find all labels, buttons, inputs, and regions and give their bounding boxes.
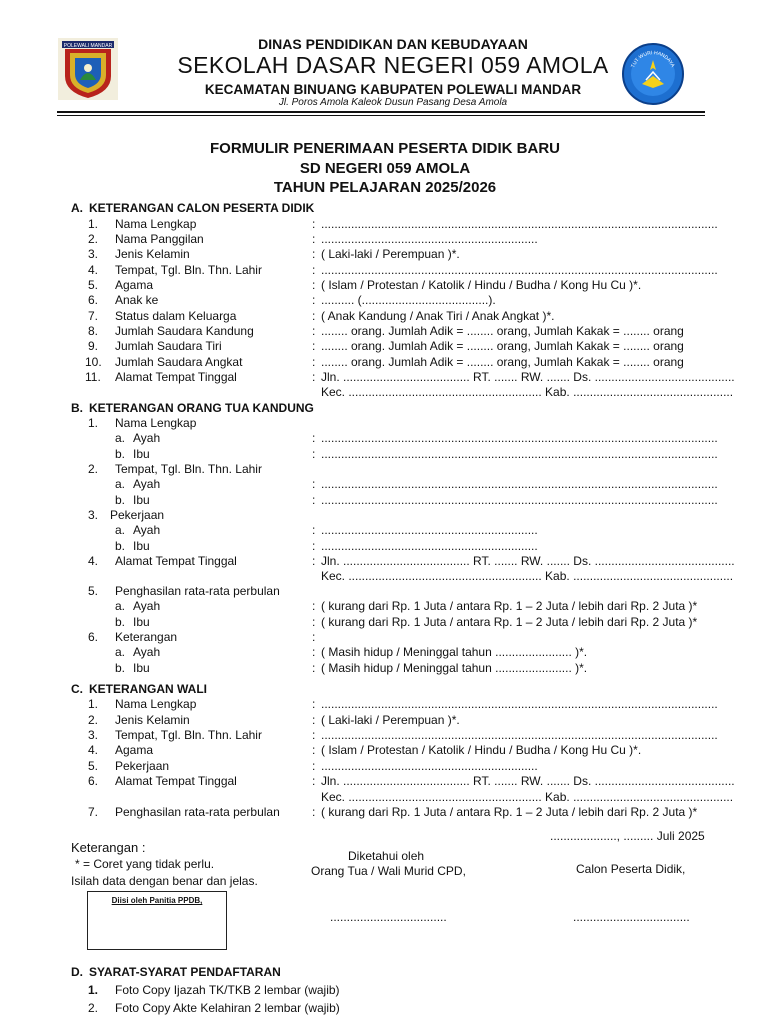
pekerjaan-ibu-field[interactable]: .................................................................: [321, 539, 538, 553]
list-item: a. Ayah : .......................................................................................................................: [115, 477, 718, 491]
form-title-line1: FORMULIR PENERIMAAN PESERTA DIDIK BARU: [209, 140, 560, 157]
school-name: SEKOLAH DASAR NEGERI 059 AMOLA: [177, 52, 609, 78]
list-item: b. Ibu : ( Masih hidup / Meninggal tahun ....................... )*.: [115, 661, 588, 675]
list-item: a. Ayah : .................................................................: [115, 523, 538, 537]
nama-ayah-field[interactable]: .......................................................................................................................: [321, 431, 718, 445]
agama-wali-field[interactable]: ( Islam / Protestan / Katolik / Hindu / Budha / Kong Hu Cu )*.: [321, 743, 642, 757]
nama-wali-field[interactable]: .......................................................................................................................: [321, 697, 718, 711]
list-item: 3. Tempat, Tgl. Bln. Thn. Lahir : .......................................................................................................................: [88, 728, 718, 742]
penghasilan-ibu-field[interactable]: ( kurang dari Rp. 1 Juta / antara Rp. 1 – 2 Juta / lebih dari Rp. 2 Juta )*: [321, 615, 698, 629]
list-item: 1. Nama Lengkap: [88, 416, 197, 430]
ttl-ayah-field[interactable]: .......................................................................................................................: [321, 477, 718, 491]
list-item: a. Ayah : ( kurang dari Rp. 1 Juta / antara Rp. 1 – 2 Juta / lebih dari Rp. 2 Juta )*: [115, 599, 698, 613]
list-item: 4. Tempat, Tgl. Bln. Thn. Lahir : .......................................................................................................................: [88, 263, 718, 277]
section-b-heading: B. KETERANGAN ORANG TUA KANDUNG: [71, 401, 314, 415]
candidate-signature-label: Calon Peserta Didik,: [576, 862, 686, 876]
alamat-ortu-field[interactable]: Jln. ...................................... RT. ....... RW. ....... Ds. ..........................................: [321, 554, 735, 568]
penghasilan-wali-field[interactable]: ( kurang dari Rp. 1 Juta / antara Rp. 1 – 2 Juta / lebih dari Rp. 2 Juta )*: [321, 805, 698, 819]
diketahui-label: Diketahui oleh: [348, 849, 425, 863]
list-item: 5. Agama : ( Islam / Protestan / Katolik / Hindu / Budha / Kong Hu Cu )*.: [88, 278, 642, 292]
list-item: b. Ibu : .......................................................................................................................: [115, 493, 718, 507]
alamat-wali-kec-kab-field[interactable]: Kec. .......................................................... Kab. ................................................: [321, 790, 734, 804]
alamat-ortu-kec-kab-field[interactable]: Kec. .......................................................... Kab. ................................................: [321, 569, 734, 583]
svg-text:POLEWALI MANDAR: POLEWALI MANDAR: [63, 43, 113, 49]
section-d-heading: D. SYARAT-SYARAT PENDAFTARAN: [71, 965, 281, 979]
section-a-heading: A. KETERANGAN CALON PESERTA DIDIK: [71, 201, 315, 215]
list-item: a. Ayah : .......................................................................................................................: [115, 431, 718, 445]
section-c-heading: C. KETERANGAN WALI: [71, 682, 207, 696]
list-item: 11. Alamat Tempat Tinggal : Jln. ...................................... RT. ....... RW. ....... Ds. ..........................................: [85, 370, 735, 384]
nama-ibu-field[interactable]: .......................................................................................................................: [321, 447, 718, 461]
list-item: [0, 385, 768, 400]
agama-field[interactable]: ( Islam / Protestan / Katolik / Hindu / Budha / Kong Hu Cu )*.: [321, 278, 642, 292]
district-name: KECAMATAN BINUANG KABUPATEN POLEWALI MANDAR: [204, 82, 582, 97]
list-item: 1. Foto Copy Ijazah TK/TKB 2 lembar (wajib): [88, 983, 340, 997]
keterangan-ayah-field[interactable]: ( Masih hidup / Meninggal tahun ....................... )*.: [321, 645, 588, 659]
status-keluarga-field[interactable]: ( Anak Kandung / Anak Tiri / Anak Angkat )*.: [321, 309, 555, 323]
svg-text:TUT WURI HANDAYANI: TUT WURI HANDAYA: [630, 50, 676, 69]
date-field[interactable]: ...................., ......... Juli 2025: [550, 829, 705, 843]
panitia-label: Diisi oleh Panitia PPDB,: [111, 896, 203, 905]
jenis-kelamin-field[interactable]: ( Laki-laki / Perempuan )*.: [321, 247, 460, 261]
jenis-kelamin-wali-field[interactable]: ( Laki-laki / Perempuan )*.: [321, 713, 460, 727]
list-item: 5. Pekerjaan : .................................................................: [88, 759, 538, 773]
anak-ke-field[interactable]: .......... (......................................).: [321, 293, 496, 307]
nama-lengkap-field[interactable]: .......................................................................................................................: [321, 217, 718, 231]
school-address: Jl. Poros Amola Kaleok Dusun Pasang Desa Amola: [278, 97, 508, 108]
ttl-field[interactable]: .......................................................................................................................: [321, 263, 718, 277]
list-item: 6. Alamat Tempat Tinggal : Jln. ...................................... RT. ....... RW. ....... Ds. ..........................................: [88, 774, 735, 788]
list-item: 5. Penghasilan rata-rata perbulan: [88, 584, 280, 598]
nama-panggilan-field[interactable]: .................................................................: [321, 232, 538, 246]
list-item: 7. Penghasilan rata-rata perbulan : ( kurang dari Rp. 1 Juta / antara Rp. 1 – 2 Juta / lebih dari Rp. 2 Juta )*: [88, 805, 698, 819]
list-item: 3. Jenis Kelamin : ( Laki-laki / Perempuan )*.: [88, 247, 460, 261]
ttl-ibu-field[interactable]: .......................................................................................................................: [321, 493, 718, 507]
list-item: 2. Jenis Kelamin : ( Laki-laki / Perempuan )*.: [88, 713, 460, 727]
list-item: 4. Alamat Tempat Tinggal : Jln. ...................................... RT. ....... RW. ....... Ds. ..........................................: [88, 554, 735, 568]
list-item: 6. Anak ke : .......... (......................................).: [88, 293, 496, 307]
list-item: 2. Nama Panggilan : .................................................................: [88, 232, 538, 246]
form-title-line2: SD NEGERI 059 AMOLA: [299, 160, 471, 177]
alamat-wali-field[interactable]: Jln. ...................................... RT. ....... RW. ....... Ds. ..........................................: [321, 774, 735, 788]
list-item: 9. Jumlah Saudara Tiri : ........ orang. Jumlah Adik = ........ orang, Jumlah Kakak = ........ orang: [88, 339, 684, 353]
list-item: a. Ayah : ( Masih hidup / Meninggal tahun ....................... )*.: [115, 645, 588, 659]
list-item: [0, 790, 768, 805]
list-item: b. Ibu : .................................................................: [115, 539, 538, 553]
list-item: 8. Jumlah Saudara Kandung : ........ orang. Jumlah Adik = ........ orang, Jumlah Kakak = ........ orang: [88, 324, 684, 338]
form-title-line3: TAHUN PELAJARAN 2025/2026: [273, 179, 497, 196]
list-item: 4. Agama : ( Islam / Protestan / Katolik / Hindu / Budha / Kong Hu Cu )*.: [88, 743, 642, 757]
list-item: 6. Keterangan :: [88, 630, 316, 644]
list-item: b. Ibu : ( kurang dari Rp. 1 Juta / antara Rp. 1 – 2 Juta / lebih dari Rp. 2 Juta )*: [115, 615, 698, 629]
ttl-wali-field[interactable]: .......................................................................................................................: [321, 728, 718, 742]
list-item: 10. Jumlah Saudara Angkat : ........ orang. Jumlah Adik = ........ orang, Jumlah Kakak = ........ orang: [85, 355, 684, 369]
candidate-signature-line[interactable]: ...................................: [573, 910, 690, 924]
list-item: 1. Nama Lengkap : .......................................................................................................................: [88, 697, 718, 711]
list-item: 3. Pekerjaan: [88, 508, 165, 522]
alamat-field[interactable]: Jln. ...................................... RT. ....... RW. ....... Ds. ..........................................: [321, 370, 735, 384]
list-item: [0, 569, 768, 584]
letterhead-rule-thick: [57, 111, 705, 113]
saudara-angkat-field[interactable]: ........ orang. Jumlah Adik = ........ orang, Jumlah Kakak = ........ orang: [321, 355, 684, 369]
agency-name: DINAS PENDIDIKAN DAN KEBUDAYAAN: [258, 36, 528, 52]
note-isilah: Isilah data dengan benar dan jelas.: [71, 874, 258, 888]
saudara-kandung-field[interactable]: ........ orang. Jumlah Adik = ........ orang, Jumlah Kakak = ........ orang: [321, 324, 684, 338]
parent-signature-label: Orang Tua / Wali Murid CPD,: [311, 864, 466, 878]
polewali-mandar-logo: [58, 38, 118, 100]
tut-wuri-handayani-logo: [622, 38, 684, 110]
list-item: b. Ibu : .......................................................................................................................: [115, 447, 718, 461]
panitia-box[interactable]: [87, 891, 227, 950]
note-coret: * = Coret yang tidak perlu.: [75, 857, 215, 871]
list-item: 2. Tempat, Tgl. Bln. Thn. Lahir: [88, 462, 262, 476]
list-item: 7. Status dalam Keluarga : ( Anak Kandung / Anak Tiri / Anak Angkat )*.: [88, 309, 555, 323]
list-item: 2. Foto Copy Akte Kelahiran 2 lembar (wajib): [88, 1001, 340, 1015]
keterangan-label: Keterangan :: [71, 840, 146, 855]
parent-signature-line[interactable]: ...................................: [330, 910, 447, 924]
alamat-kec-kab-field[interactable]: Kec. .......................................................... Kab. ................................................: [321, 385, 734, 399]
pekerjaan-ayah-field[interactable]: .................................................................: [321, 523, 538, 537]
pekerjaan-wali-field[interactable]: .................................................................: [321, 759, 538, 773]
penghasilan-ayah-field[interactable]: ( kurang dari Rp. 1 Juta / antara Rp. 1 – 2 Juta / lebih dari Rp. 2 Juta )*: [321, 599, 698, 613]
keterangan-ibu-field[interactable]: ( Masih hidup / Meninggal tahun ....................... )*.: [321, 661, 588, 675]
saudara-tiri-field[interactable]: ........ orang. Jumlah Adik = ........ orang, Jumlah Kakak = ........ orang: [321, 339, 684, 353]
list-item: 1. Nama Lengkap : .......................................................................................................................: [88, 217, 718, 231]
letterhead-rule-thin: [57, 115, 705, 116]
